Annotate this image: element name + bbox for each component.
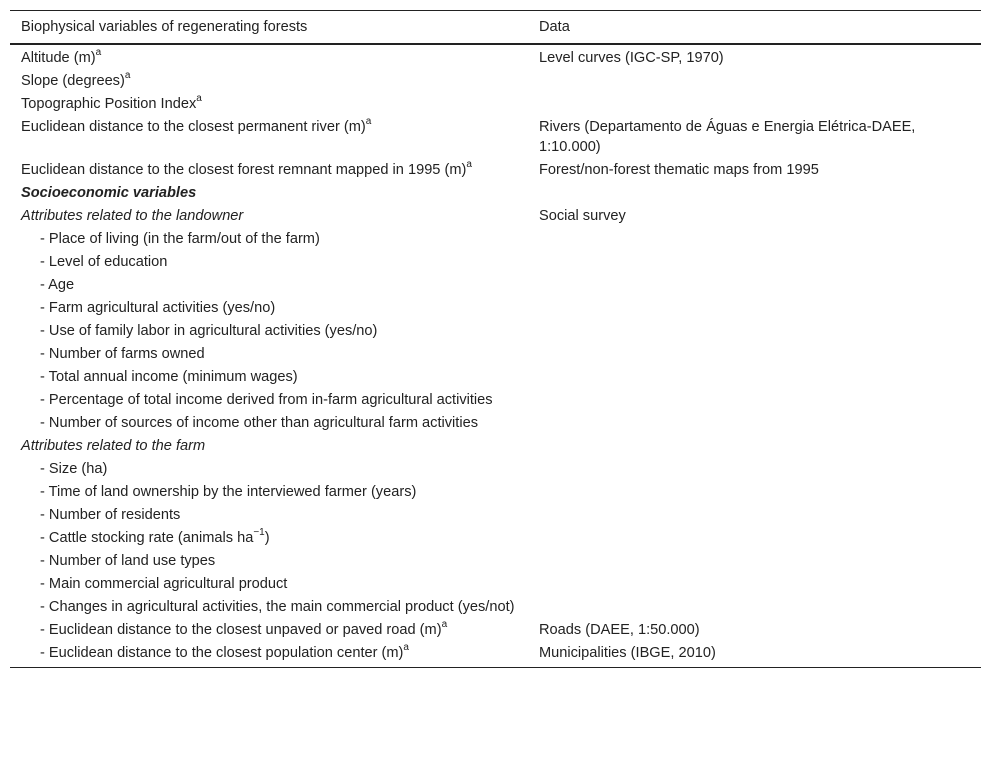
footnote-marker: a	[124, 69, 131, 81]
data-source-cell	[528, 92, 981, 115]
data-source-cell	[528, 411, 981, 434]
table-row	[10, 526, 981, 549]
variable-cell	[10, 572, 528, 595]
variable-label: Attributes related to the farm	[21, 437, 206, 454]
data-source-cell	[528, 572, 981, 595]
variable-label: - Size (ha)	[40, 460, 108, 477]
table-row	[10, 227, 981, 250]
footnote-marker: a	[196, 92, 202, 104]
table-container	[10, 10, 981, 668]
table-row	[10, 434, 981, 457]
variable-label: - Age	[40, 276, 75, 293]
table-row	[10, 503, 981, 526]
data-source-cell	[528, 181, 981, 204]
variable-label: - Main commercial agricultural product	[40, 575, 288, 592]
data-source-cell: Forest/non-forest thematic maps from 1995	[539, 161, 819, 178]
variable-label: - Euclidean distance to the closest unpaved or paved road (m)	[40, 621, 442, 638]
variable-cell	[10, 411, 528, 434]
variable-cell	[10, 181, 528, 204]
variable-cell	[10, 296, 528, 319]
data-source-cell	[528, 69, 981, 92]
variable-label: Topographic Position Index	[21, 95, 197, 112]
table-row	[10, 69, 981, 92]
variable-cell	[10, 273, 528, 296]
data-source-cell	[528, 549, 981, 572]
variable-label: - Number of farms owned	[40, 345, 205, 362]
variable-label: Altitude (m)	[21, 49, 96, 66]
variable-label: Euclidean distance to the closest forest remnant mapped in 1995 (m)	[21, 161, 467, 178]
header-variables: Biophysical variables of regenerating forests	[10, 11, 528, 44]
table-row	[10, 158, 981, 181]
variable-cell	[10, 69, 528, 92]
data-source-cell: Rivers (Departamento de Águas e Energia Elétrica-DAEE, 1:10.000)	[539, 118, 916, 155]
variable-label: - Time of land ownership by the interviewed farmer (years)	[40, 483, 417, 500]
data-source-cell: Roads (DAEE, 1:50.000)	[539, 621, 700, 638]
table-row	[10, 319, 981, 342]
table-row	[10, 572, 981, 595]
variable-cell	[10, 503, 528, 526]
variable-cell	[10, 227, 528, 250]
variable-label: - Number of land use types	[40, 552, 216, 569]
variable-label: - Level of education	[40, 253, 168, 270]
table-row	[10, 204, 981, 227]
variable-label: - Use of family labor in agricultural activities (yes/no)	[40, 322, 378, 339]
table-row	[10, 388, 981, 411]
table-row	[10, 549, 981, 572]
variable-label: - Number of sources of income other than agricultural farm activities	[40, 414, 478, 431]
variable-label: Attributes related to the landowner	[21, 207, 244, 224]
footnote-marker: a	[466, 158, 472, 170]
variable-cell	[10, 457, 528, 480]
data-source-cell	[528, 342, 981, 365]
table-row	[10, 44, 981, 70]
data-source-cell	[528, 457, 981, 480]
data-source-cell	[528, 480, 981, 503]
header-data: Data	[528, 11, 981, 44]
variable-cell	[10, 158, 528, 181]
table-row	[10, 115, 981, 158]
variable-cell	[10, 549, 528, 572]
variables-table	[10, 10, 981, 668]
variable-cell	[10, 92, 528, 115]
table-row	[10, 618, 981, 641]
data-source-cell: Social survey	[539, 207, 626, 224]
table-row	[10, 181, 981, 204]
data-source-cell	[528, 388, 981, 411]
variable-label: - Number of residents	[40, 506, 181, 523]
variable-cell	[10, 526, 528, 549]
variable-label: Euclidean distance to the closest permanent river (m)	[21, 118, 366, 135]
variable-label: - Euclidean distance to the closest population center (m)	[40, 644, 404, 661]
table-header	[10, 11, 981, 44]
data-source-cell	[528, 273, 981, 296]
variable-label: - Percentage of total income derived from in-farm agricultural activities	[40, 391, 493, 408]
table-row	[10, 457, 981, 480]
variable-label: - Farm agricultural activities (yes/no)	[40, 299, 276, 316]
variable-label: - Changes in agricultural activities, the main commercial product (yes/not)	[40, 598, 515, 615]
variable-cell	[10, 204, 528, 227]
table-row	[10, 595, 981, 618]
table-row	[10, 92, 981, 115]
header-row	[10, 11, 981, 44]
variable-cell	[10, 595, 528, 618]
table-row	[10, 250, 981, 273]
data-source-cell: Municipalities (IBGE, 2010)	[528, 641, 981, 667]
table-row	[10, 411, 981, 434]
table-row	[10, 296, 981, 319]
table-row	[10, 365, 981, 388]
table-row	[10, 641, 981, 667]
data-source-cell	[528, 595, 981, 618]
table-body	[10, 44, 981, 668]
footnote-marker: a	[95, 46, 102, 58]
variable-cell	[10, 480, 528, 503]
variable-cell	[10, 319, 528, 342]
variable-label: - Place of living (in the farm/out of the farm)	[40, 230, 320, 247]
footnote-marker: −1	[253, 526, 265, 538]
data-source-cell	[528, 227, 981, 250]
variable-cell	[10, 434, 528, 457]
variable-cell	[10, 44, 528, 70]
footnote-marker: a	[441, 618, 448, 630]
data-source-cell: Level curves (IGC-SP, 1970)	[539, 49, 724, 66]
footnote-marker: a	[403, 641, 409, 653]
data-source-cell	[528, 526, 981, 549]
data-source-cell	[528, 319, 981, 342]
data-source-cell	[528, 434, 981, 457]
variable-label: Slope (degrees)	[21, 72, 125, 89]
footnote-marker: a	[365, 115, 372, 127]
variable-cell	[10, 342, 528, 365]
variable-cell	[10, 115, 528, 158]
data-source-cell	[528, 503, 981, 526]
table-row	[10, 273, 981, 296]
variable-cell	[10, 365, 528, 388]
table-row	[10, 342, 981, 365]
variable-label: Socioeconomic variables	[21, 184, 197, 201]
data-source-cell	[528, 250, 981, 273]
variable-cell	[10, 641, 528, 667]
variable-cell	[10, 250, 528, 273]
table-row	[10, 480, 981, 503]
variable-cell	[10, 388, 528, 411]
variable-label-suffix: )	[264, 529, 270, 546]
variable-cell	[10, 618, 528, 641]
data-source-cell	[528, 296, 981, 319]
variable-label: - Cattle stocking rate (animals ha	[40, 529, 254, 546]
data-source-cell	[528, 365, 981, 388]
variable-label: - Total annual income (minimum wages)	[40, 368, 298, 385]
